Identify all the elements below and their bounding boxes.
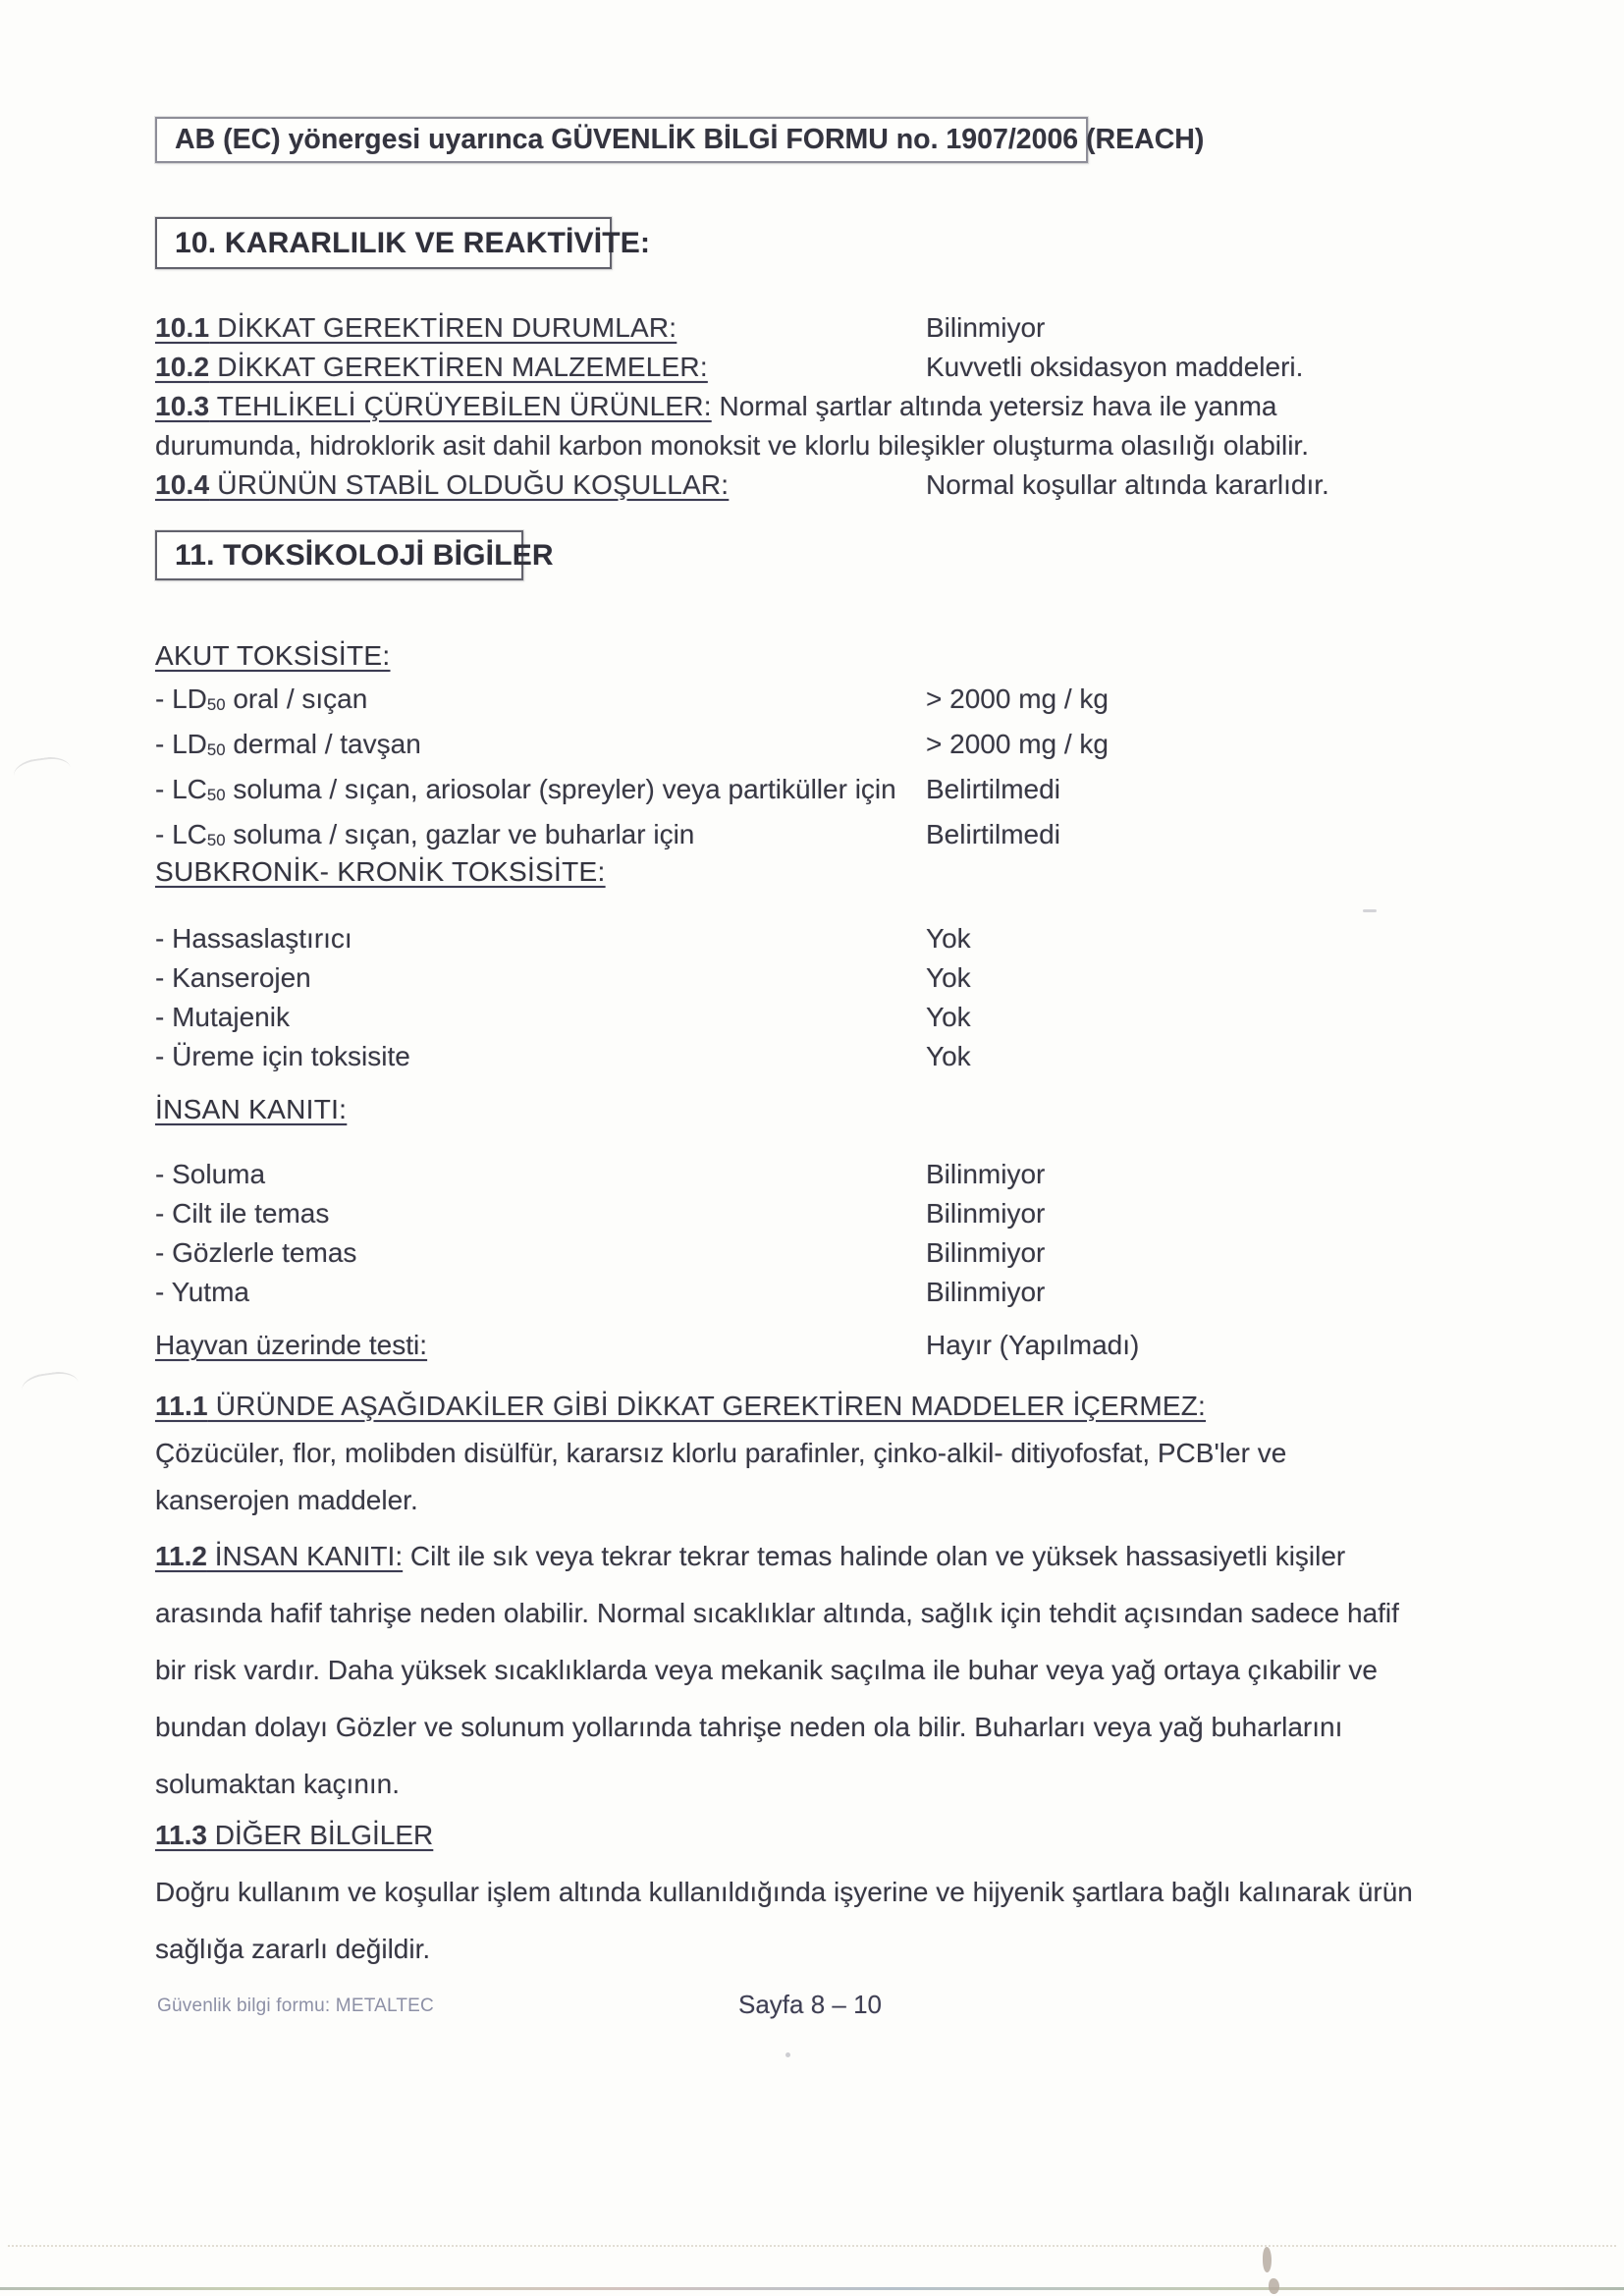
- scan-smudge-artifact: [1269, 2278, 1279, 2294]
- acute-row-ld50-dermal-value: > 2000 mg / kg: [926, 729, 1110, 760]
- scan-arc-artifact: [12, 754, 72, 790]
- subchronic-row-reproductive-value: Yok: [926, 1041, 971, 1071]
- acute-row-lc50-gas-value: Belirtilmedi: [926, 819, 1060, 850]
- human-row-skin-value: Bilinmiyor: [926, 1198, 1046, 1229]
- acute-row-ld50-dermal: [155, 725, 1412, 770]
- section-11-title-box: [155, 530, 554, 580]
- acute-row-lc50-aerosol-value: Belirtilmedi: [926, 774, 1060, 805]
- section-11-3-block: [155, 1807, 1417, 1978]
- section-11-3-paragraph: [155, 1807, 1417, 1978]
- human-evidence-block: [155, 1090, 1412, 1312]
- row-10-1-value: Bilinmiyor: [926, 312, 1046, 343]
- document-title-box: [155, 117, 1205, 163]
- scan-arc-artifact: [20, 1369, 80, 1404]
- acute-row-ld50-oral-label: - LD50 oral / sıçan: [155, 683, 368, 715]
- row-10-4-label: 10.4 ÜRÜNÜN STABİL OLDUĞU KOŞULLAR:: [155, 469, 730, 500]
- acute-row-ld50-oral: [155, 680, 1412, 725]
- animal-test-row: [155, 1326, 1412, 1365]
- animal-test-label: Hayvan üzerinde testi:: [155, 1330, 428, 1360]
- scan-dash-artifact: [1363, 909, 1377, 912]
- section-11-2-paragraph: [155, 1528, 1417, 1813]
- subchronic-block: [155, 852, 1412, 1076]
- scan-dot-artifact: [785, 2052, 790, 2057]
- row-10-2-label: 10.2 DİKKAT GEREKTİREN MALZEMELER:: [155, 352, 708, 382]
- human-row-inhalation-value: Bilinmiyor: [926, 1159, 1046, 1189]
- row-10-4-value: Normal koşullar altında kararlıdır.: [926, 469, 1329, 500]
- acute-toxicity-block: [155, 636, 1412, 860]
- section-11-2-text: Cilt ile sık veya tekrar tekrar temas halinde olan ve yüksek hassasiyetli kişiler arasında hafif tahrişe neden olabilir. Normal sıcaklıklar altında, sağlık için tehdit açısından sadece hafif bir risk vardır. Daha yüksek sıcaklıklarda veya mekanik saçılma ile buhar veya yağ ortaya çıkabilir ve bundan dolayı Gözler ve solunum yollarında tahrişe neden ola bilir. Buharları veya yağ buharlarını solumaktan kaçının.: [155, 1541, 1399, 1799]
- section-11-2-block: [155, 1528, 1417, 1813]
- scan-dotted-line-artifact: [8, 2245, 1616, 2247]
- subchronic-row-carcinogen-value: Yok: [926, 962, 971, 993]
- acute-row-lc50-aerosol: [155, 770, 1412, 815]
- subchronic-row-sensitizer: [155, 919, 1412, 958]
- scan-edge-line-artifact: [0, 2287, 1624, 2290]
- row-10-2: [155, 348, 1412, 387]
- section-10-title: 10. KARARLILIK VE REAKTİVİTE:: [175, 226, 651, 259]
- section-11-title: 11. TOKSİKOLOJİ BİGİLER: [175, 538, 554, 572]
- row-10-4: [155, 465, 1412, 505]
- footer-page-number: Sayfa 8 – 10: [738, 1990, 882, 2019]
- subchronic-heading: SUBKRONİK- KRONİK TOKSİSİTE:: [155, 856, 606, 887]
- row-10-1-label: 10.1 DİKKAT GEREKTİREN DURUMLAR:: [155, 312, 677, 343]
- section-11-2-heading: 11.2 İNSAN KANITI:: [155, 1541, 404, 1571]
- row-10-1: [155, 308, 1412, 348]
- section-11-1-paragraph: [155, 1383, 1324, 1524]
- row-10-3-label: 10.3 TEHLİKELİ ÇÜRÜYEBİLEN ÜRÜNLER:: [155, 391, 712, 421]
- human-row-inhalation-label: - Soluma: [155, 1159, 266, 1189]
- acute-toxicity-heading: AKUT TOKSİSİTE:: [155, 640, 391, 671]
- subchronic-row-carcinogen-label: - Kanserojen: [155, 962, 311, 993]
- section-10-title-box: [155, 217, 651, 269]
- human-row-ingestion-label: - Yutma: [155, 1277, 249, 1307]
- acute-row-ld50-oral-value: > 2000 mg / kg: [926, 683, 1110, 714]
- subchronic-row-mutagenic-value: Yok: [926, 1002, 971, 1032]
- human-row-eyes: [155, 1233, 1412, 1273]
- section-10-body: [155, 308, 1412, 505]
- section-11-1-block: [155, 1383, 1324, 1524]
- subchronic-row-carcinogen: [155, 958, 1412, 998]
- animal-test-value: Hayır (Yapılmadı): [926, 1330, 1140, 1360]
- subchronic-row-mutagenic-label: - Mutajenik: [155, 1002, 290, 1032]
- human-row-inhalation: [155, 1155, 1412, 1194]
- human-row-ingestion-value: Bilinmiyor: [926, 1277, 1046, 1307]
- subchronic-row-sensitizer-value: Yok: [926, 923, 971, 954]
- human-evidence-heading: İNSAN KANITI:: [155, 1094, 348, 1124]
- row-10-3-text: Normal şartlar altında yetersiz hava ile yanma durumunda, hidroklorik asit dahil karbon monoksit ve klorlu bileşikler oluşturma olasılığı olabilir.: [155, 391, 1309, 461]
- subchronic-row-reproductive: [155, 1037, 1412, 1076]
- acute-row-lc50-gas-label: - LC50 soluma / sıçan, gazlar ve buharlar için: [155, 819, 695, 850]
- row-10-3: [155, 387, 1412, 465]
- human-row-eyes-label: - Gözlerle temas: [155, 1237, 357, 1268]
- scan-smudge-artifact: [1263, 2247, 1272, 2272]
- acute-row-lc50-aerosol-label: - LC50 soluma / sıçan, ariosolar (spreyler) veya partiküller için: [155, 774, 896, 805]
- document-title: AB (EC) yönergesi uyarınca GÜVENLİK BİLGİ FORMU no. 1907/2006 (REACH): [175, 124, 1205, 155]
- row-10-2-value: Kuvvetli oksidasyon maddeleri.: [926, 352, 1304, 382]
- section-11-1-heading: 11.1 ÜRÜNDE AŞAĞIDAKİLER GİBİ DİKKAT GEREKTİREN MADDELER İÇERMEZ:: [155, 1391, 1207, 1421]
- human-row-skin: [155, 1194, 1412, 1233]
- footer-document-name: Güvenlik bilgi formu: METALTEC: [157, 1995, 434, 2016]
- human-row-ingestion: [155, 1273, 1412, 1312]
- human-row-skin-label: - Cilt ile temas: [155, 1198, 330, 1229]
- section-11-3-heading: 11.3 DİĞER BİLGİLER: [155, 1820, 434, 1850]
- acute-row-ld50-dermal-label: - LD50 dermal / tavşan: [155, 729, 421, 760]
- human-row-eyes-value: Bilinmiyor: [926, 1237, 1046, 1268]
- section-11-1-text: Çözücüler, flor, molibden disülfür, kararsız klorlu parafinler, çinko-alkil- ditiyofosfat, PCB'ler ve kanserojen maddeler.: [155, 1438, 1287, 1515]
- section-11-3-text: Doğru kullanım ve koşullar işlem altında kullanıldığında işyerine ve hijyenik şartlara bağlı kalınarak ürün sağlığa zararlı değildir.: [155, 1877, 1413, 1964]
- subchronic-row-mutagenic: [155, 998, 1412, 1037]
- subchronic-row-sensitizer-label: - Hassaslaştırıcı: [155, 923, 352, 954]
- subchronic-row-reproductive-label: - Üreme için toksisite: [155, 1041, 410, 1071]
